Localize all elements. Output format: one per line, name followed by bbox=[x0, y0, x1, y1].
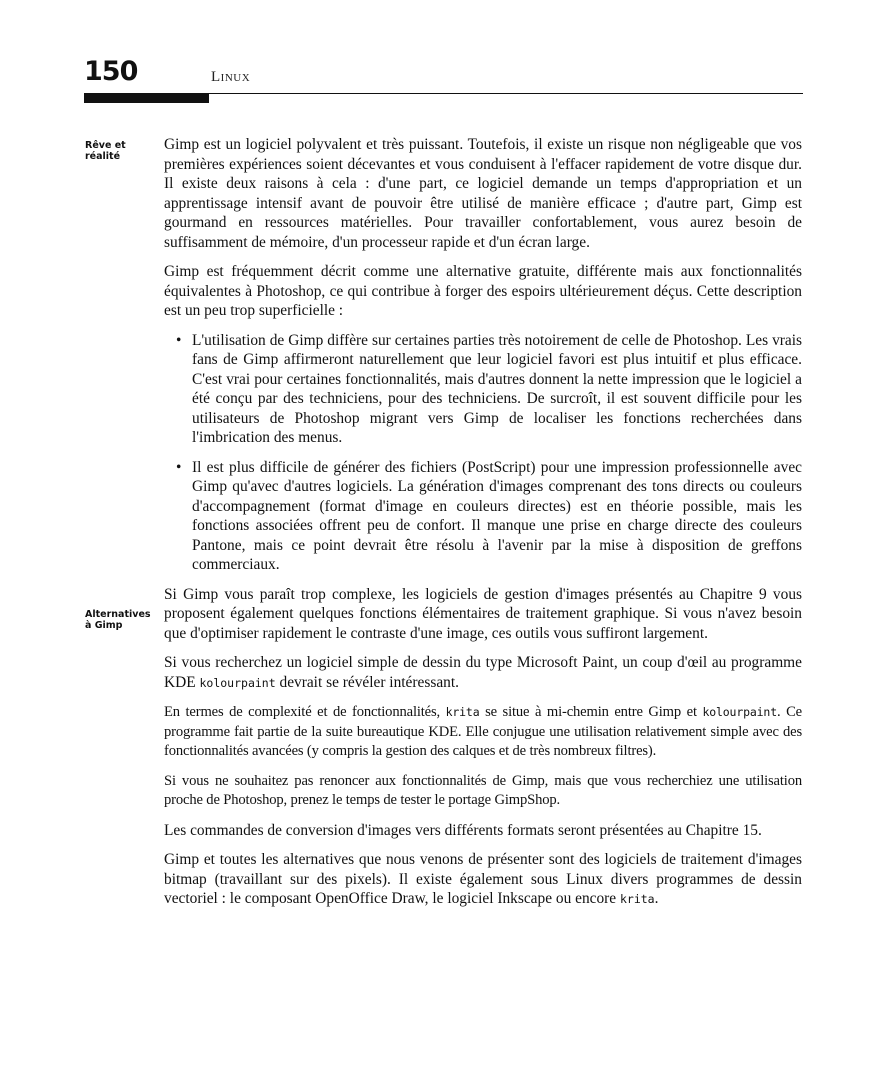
margin-note-reve-et-realite: Rêve et réalité bbox=[85, 140, 126, 162]
body-text bbox=[164, 135, 802, 920]
paragraph: Gimp est fréquemment décrit comme une alternative gratuite, différente mais aux fonctionnalités équivalentes à Photoshop, ce qui contribue à forger des espoirs ultérieurement déçus. Cette description est un peu trop superficielle : bbox=[164, 263, 802, 319]
text-run: Si vous recherchez un logiciel simple de dessin du type Microsoft Paint, un coup d'œil au programme KDE bbox=[164, 654, 802, 691]
section-alternatives bbox=[164, 585, 802, 910]
text-run: En termes de complexité et de fonctionnalités, bbox=[164, 704, 446, 720]
text-run: se situe à mi-chemin entre Gimp et bbox=[479, 704, 703, 720]
bullet-list bbox=[164, 331, 802, 575]
paragraph: Les commandes de conversion d'images vers différents formats seront présentées au Chapitre 15. bbox=[164, 821, 762, 839]
bullet-icon: • bbox=[176, 458, 182, 476]
running-head: Linux bbox=[211, 69, 251, 85]
section-reve-et-realite bbox=[164, 135, 802, 575]
paragraph bbox=[164, 653, 802, 693]
page-number: 150 bbox=[84, 56, 138, 87]
code-krita: krita bbox=[445, 705, 480, 719]
bullet-icon: • bbox=[176, 331, 182, 349]
margin-note-alternatives: Alternatives à Gimp bbox=[85, 609, 151, 631]
text-run: devrait se révéler intéressant. bbox=[275, 673, 459, 691]
paragraph bbox=[164, 703, 802, 762]
text-run: Gimp et toutes les alternatives que nous venons de présenter sont des logiciels de traitement d'images bitmap (travaillant sur des pixels). Il existe également sous Linux divers programmes de dessin vectoriel : le composant OpenOffice Draw, le logiciel Inkscape ou encore bbox=[164, 851, 802, 907]
paragraph: Si Gimp vous paraît trop complexe, les logiciels de gestion d'images présentés au Chapitre 9 vous proposent également quelques fonctions élémentaires de traitement graphique. Si vous n'avez besoin que d'optimiser rapidement le contraste d'une image, ces outils vous suffiront largement. bbox=[164, 585, 802, 642]
paragraph: Gimp est un logiciel polyvalent et très puissant. Toutefois, il existe un risque non négligeable que vos premières expériences soient décevantes et vous conduisent à l'effacer rapidement de votre disque dur. Il existe deux raisons à cela : d'une part, ce logiciel demande un temps d'appropriation et un apprentissage intensif avant de pouvoir être utilisé de manière efficace ; d'autre part, Gimp est gourmand en ressources matérielles. Pour travailler confortablement, vous aurez besoin de suffisamment de mémoire, d'un processeur rapide et d'un écran large. bbox=[164, 136, 802, 251]
list-item bbox=[164, 331, 802, 448]
code-krita: krita bbox=[619, 892, 655, 906]
list-item bbox=[164, 458, 802, 575]
text-run: . bbox=[654, 890, 659, 907]
paragraph bbox=[164, 850, 802, 910]
list-item-text: L'utilisation de Gimp diffère sur certaines parties très notoirement de celle de Photoshop. Les vrais fans de Gimp affirmeront naturellement que leur logiciel favori est plus intuitif et plus efficace. C'est vrai pour certaines fonctionnalités, mais d'autres donnent la nette impression que le logiciel a été conçu par des techniciens, pour des techniciens. De surcroît, il est souvent difficile pour les utilisateurs de Photoshop migrant vers Gimp de localiser les fonctions recherchées dans l'imbrication des menus. bbox=[192, 331, 802, 446]
list-item-text: Il est plus difficile de générer des fichiers (PostScript) pour une impression professionnelle avec Gimp qu'avec d'autres logiciels. La génération d'images comprenant des tons directs ou couleurs d'accompagnement (format d'image en couleurs directes) est en théorie possible, mais les fonctions associées offrent peu de confort. Il manque une prise en charge directe des couleurs Pantone, mais ce point devrait être résolu à l'avenir par la mise à disposition de greffons commerciaux. bbox=[192, 458, 802, 573]
code-kolourpaint: kolourpaint bbox=[702, 705, 777, 719]
header-thick-bar bbox=[84, 93, 209, 103]
paragraph: Si vous ne souhaitez pas renoncer aux fonctionnalités de Gimp, mais que vous recherchiez une utilisation proche de Photoshop, prenez le temps de tester le portage GimpShop. bbox=[164, 772, 802, 808]
text-run: . Ce programme fait partie de la suite bureautique KDE. Elle conjugue une utilisation relativement simple avec des fonctionnalités avancées (y compris la gestion des calques et de très nombreux filtres). bbox=[164, 704, 802, 759]
code-kolourpaint: kolourpaint bbox=[199, 675, 276, 690]
